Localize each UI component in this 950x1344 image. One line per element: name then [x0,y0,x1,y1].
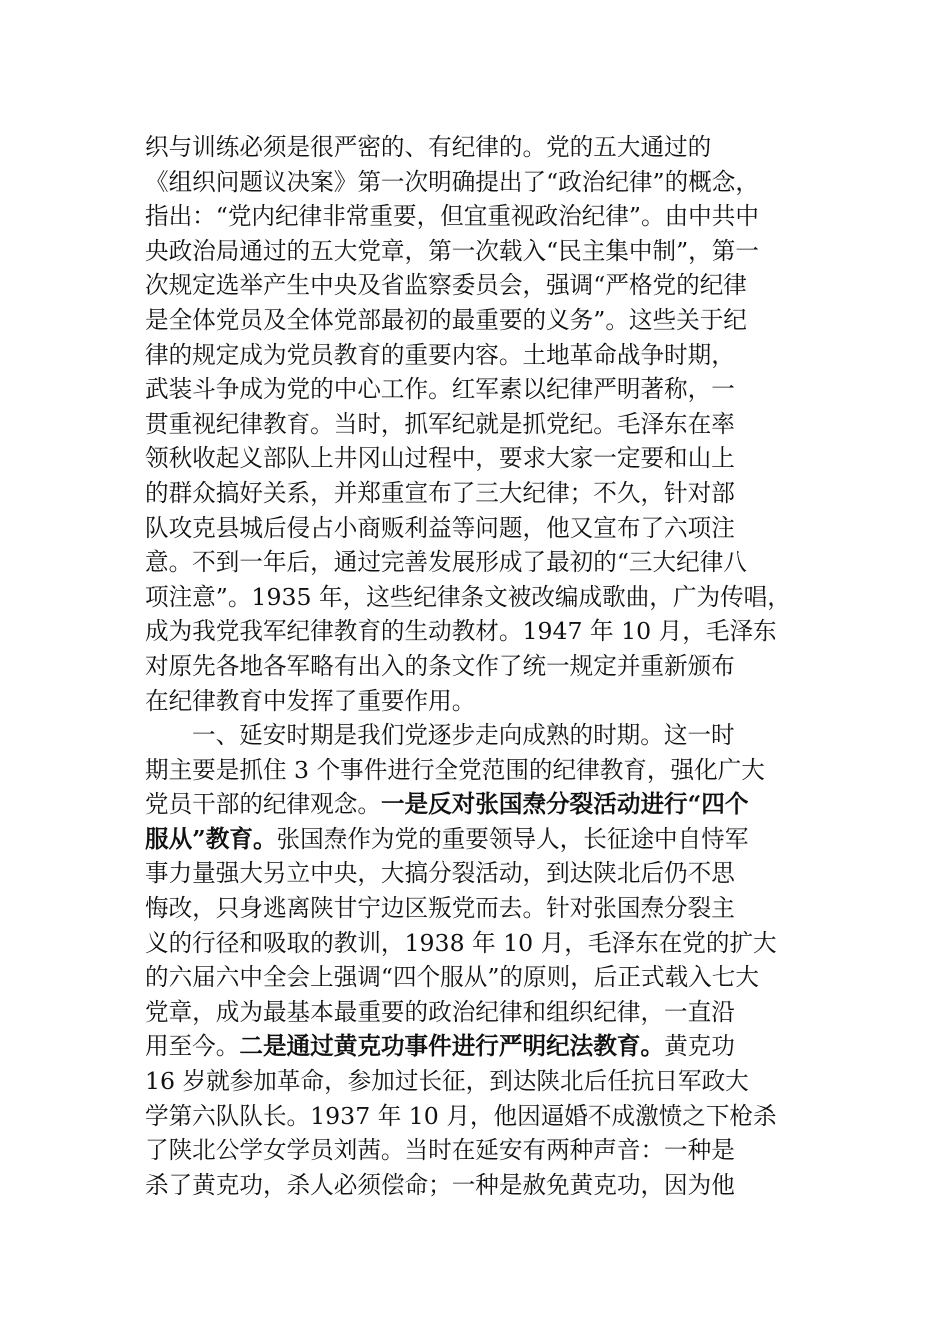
text-line [145,649,835,684]
text-run: 16 岁就参加革命，参加过长征，到达陕北后任抗日军政大 [145,1067,749,1096]
text-run: 的群众搞好关系，并郑重宣布了三大纪律；不久，针对部 [145,478,735,507]
text-line [145,1029,835,1064]
bold-heading-run: 服从”教育。 [145,824,277,853]
text-line [145,753,835,788]
text-run: 学第六队队长。1937 年 10 月，他因逼婚不成激愤之下枪杀 [145,1101,777,1130]
bold-heading-run: 二是通过黄克功事件进行严明纪法教育。 [239,1032,665,1061]
text-run: 一、延安时期是我们党逐步走向成熟的时期。这一时 [192,721,735,750]
text-line [145,268,835,303]
text-line [145,338,835,373]
text-line [145,545,835,580]
text-line [145,787,835,822]
text-line [145,891,835,926]
text-line [145,303,835,338]
text-line [145,372,835,407]
paragraph-start-line [145,718,835,753]
text-run: 悔改，只身逃离陕甘宁边区叛党而去。针对张国焘分裂主 [145,894,735,923]
text-run: 对原先各地各军略有出入的条文作了统一规定并重新颁布 [145,651,735,680]
text-run: 项注意”。1935 年，这些纪律条文被改编成歌曲，广为传唱， [145,582,791,611]
text-line [145,580,835,615]
text-line [145,926,835,961]
text-run: 黄克功 [664,1032,735,1061]
text-line [145,822,835,857]
text-line [145,684,835,719]
text-line [145,407,835,442]
text-line [145,614,835,649]
text-line [145,856,835,891]
text-run: 次规定选举产生中央及省监察委员会，强调“严格党的纪律 [145,271,747,300]
text-line [145,199,835,234]
text-run: 指出：“党内纪律非常重要，但宜重视政治纪律”。由中共中 [145,202,759,231]
text-run: 织与训练必须是很严密的、有纪律的。党的五大通过的 [145,133,712,161]
text-line [145,511,835,546]
text-run: 义的行径和吸取的教训，1938 年 10 月，毛泽东在党的扩大 [145,928,777,957]
text-run: 队攻克县城后侵占小商贩利益等问题，他又宣布了六项注 [145,513,735,542]
text-run: 成为我党我军纪律教育的生动教材。1947 年 10 月，毛泽东 [145,617,777,646]
text-run: 在纪律教育中发挥了重要作用。 [145,686,476,715]
text-run: 党员干部的纪律观念。 [145,790,381,819]
text-line [145,476,835,511]
text-run: 杀了黄克功，杀人必须偿命；一种是赦免黄克功，因为他 [145,1170,735,1199]
text-run: 央政治局通过的五大党章，第一次载入“民主集中制”，第一 [145,236,759,265]
text-line [145,1168,835,1203]
text-line [145,1064,835,1099]
text-line [145,441,835,476]
text-line [145,234,835,269]
text-run: 武装斗争成为党的中心工作。红军素以纪律严明著称，一 [145,375,735,404]
text-run: 贯重视纪律教育。当时，抓军纪就是抓党纪。毛泽东在率 [145,409,735,438]
body-text [145,130,835,1202]
text-run: 《组织问题议决案》第一次明确提出了“政治纪律”的概念， [145,167,759,196]
text-run: 了陕北公学女学员刘茜。当时在延安有两种声音：一种是 [145,1136,735,1165]
text-run: 是全体党员及全体党部最初的最重要的义务”。这些关于纪 [145,305,747,334]
text-run: 领秋收起义部队上井冈山过程中，要求大家一定要和山上 [145,444,735,473]
text-line [145,130,835,165]
text-line [145,995,835,1030]
text-run: 律的规定成为党员教育的重要内容。土地革命战争时期， [145,340,735,369]
text-run: 意。不到一年后，通过完善发展形成了最初的“三大纪律八 [145,548,747,577]
text-run: 的六届六中全会上强调“四个服从”的原则，后正式载入七大 [145,963,759,992]
text-line [145,960,835,995]
text-run: 张国焘作为党的重要领导人，长征途中自恃军 [276,824,749,853]
bold-heading-run: 一是反对张国焘分裂活动进行“四个 [380,790,749,819]
text-run: 用至今。 [145,1032,240,1061]
text-run: 期主要是抓住 3 个事件进行全党范围的纪律教育，强化广大 [145,755,765,784]
text-run: 事力量强大另立中央，大搞分裂活动，到达陕北后仍不思 [145,859,735,888]
text-line [145,165,835,200]
text-line [145,1133,835,1168]
text-line [145,1099,835,1134]
text-run: 党章，成为最基本最重要的政治纪律和组织纪律，一直沿 [145,997,735,1026]
